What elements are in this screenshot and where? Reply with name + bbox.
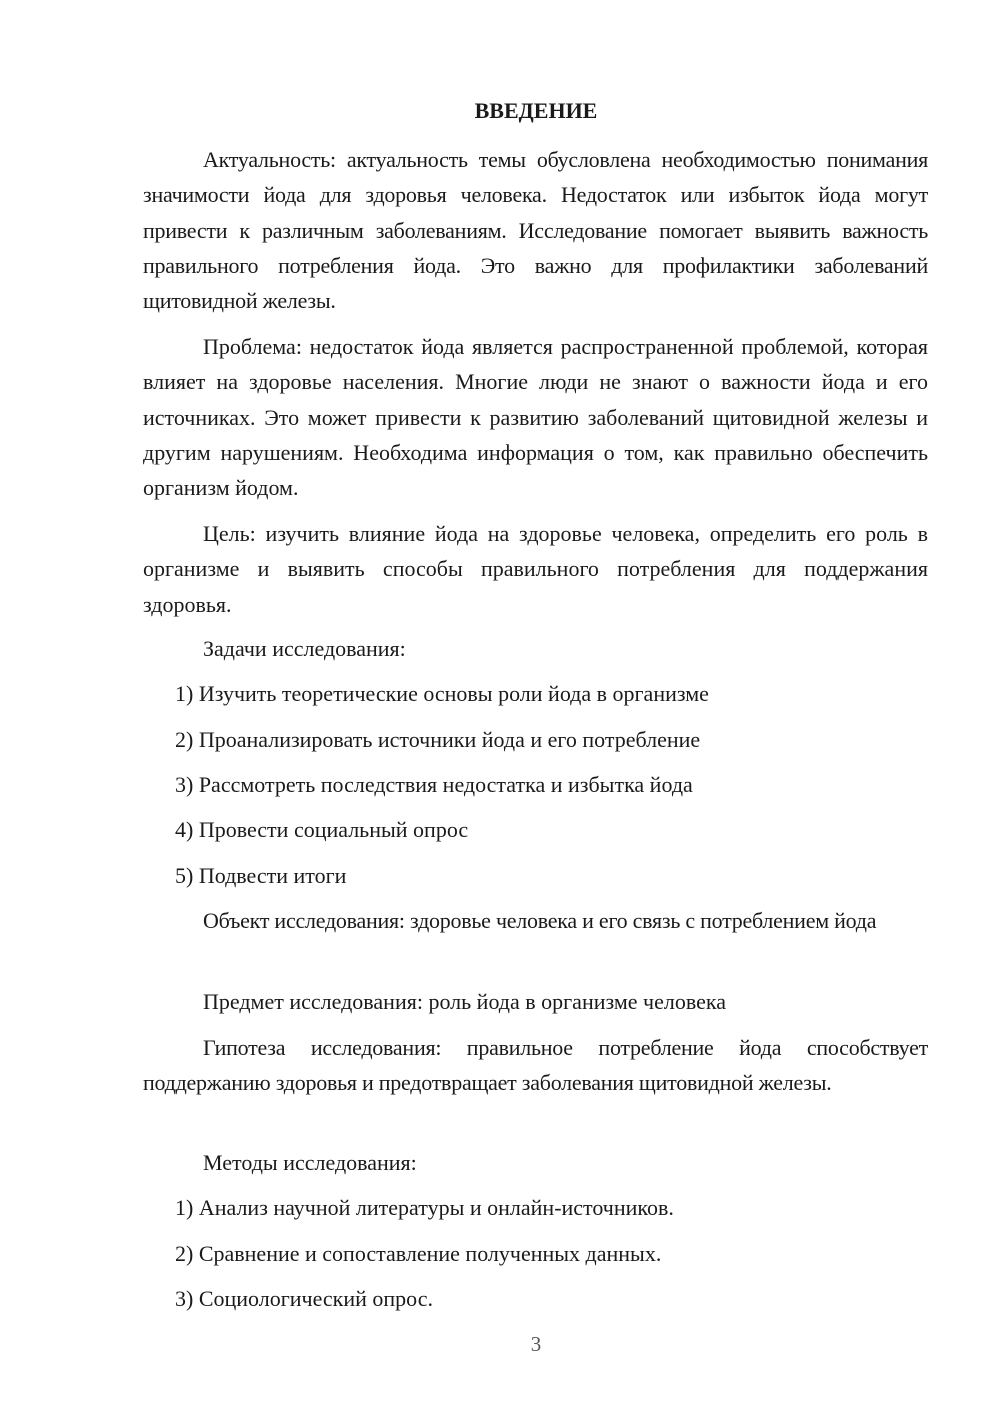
task-item-4: 4) Провести социальный опрос (175, 817, 469, 842)
problem-paragraph: Проблема: недостаток йода является распространенной проблемой, которая влияет на здоровье населения. Многие люди не знают о важности йода и его источниках. Это может привести к развитию заболеваний щитовидной железы и другим нарушениям. Необходима информация о том, как правильно обеспечить организм йодом. (143, 334, 928, 501)
method-item-2: 2) Сравнение и сопоставление полученных данных. (175, 1241, 662, 1266)
task-item-5: 5) Подвести итоги (175, 863, 347, 888)
object-paragraph: Объект исследования: здоровье человека и его связь с потреблением йода (203, 908, 877, 933)
goal-paragraph: Цель: изучить влияние йода на здоровье человека, определить его роль в организме и выявить способы правильного потребления для поддержания здоровья. (143, 521, 928, 617)
method-item-1: 1) Анализ научной литературы и онлайн-источников. (175, 1195, 674, 1220)
page-number: 3 (530, 1332, 542, 1356)
task-item-3: 3) Рассмотреть последствия недостатка и избытка йода (175, 772, 693, 797)
method-item-3: 3) Социологический опрос. (175, 1286, 433, 1311)
task-item-1: 1) Изучить теоретические основы роли йода в организме (175, 681, 709, 706)
subject-paragraph: Предмет исследования: роль йода в организме человека (203, 989, 727, 1014)
relevance-paragraph: Актуальность: актуальность темы обусловлена необходимостью понимания значимости йода для здоровья человека. Недостаток или избыток йода могут привести к различным заболеваниям. Исследование помогает выявить важность правильного потребления йода. Это важно для профилактики заболеваний щитовидной железы. (143, 147, 928, 314)
methods-heading: Методы исследования: (203, 1150, 417, 1175)
task-item-2: 2) Проанализировать источники йода и его потребление (175, 727, 701, 752)
tasks-heading: Задачи исследования: (203, 636, 406, 661)
page-title: ВВЕДЕНИЕ (474, 98, 598, 123)
hypothesis-paragraph: Гипотеза исследования: правильное потребление йода способствует поддержанию здоровья и предотвращает заболевания щитовидной железы. (143, 1035, 928, 1096)
